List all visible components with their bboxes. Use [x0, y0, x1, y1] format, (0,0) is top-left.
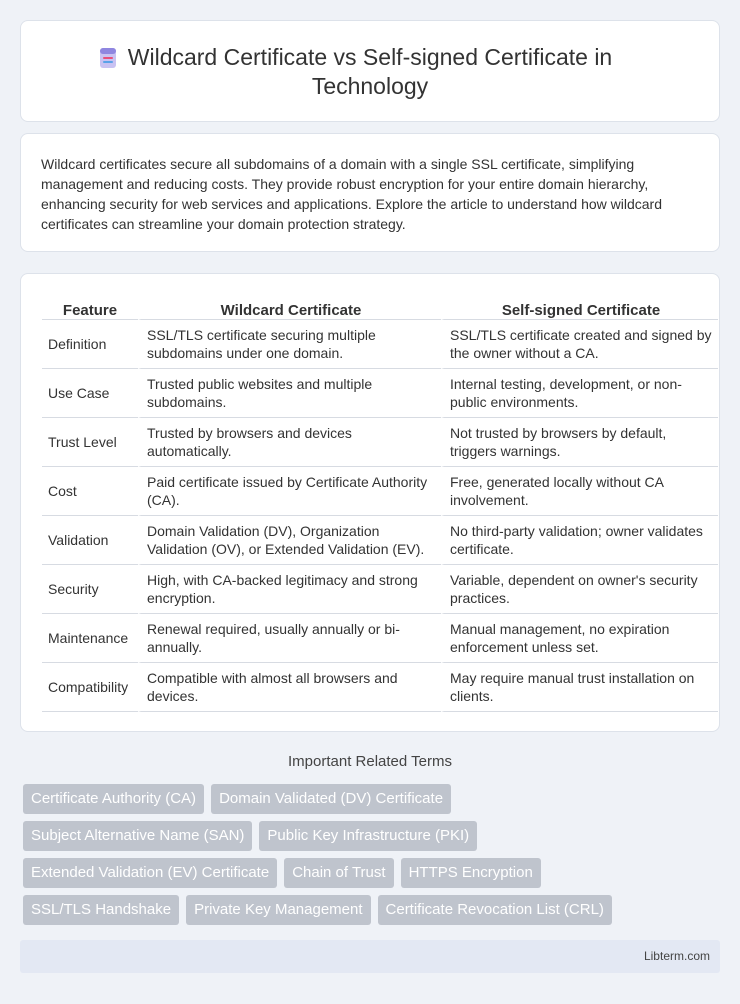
feature-cell: Compatibility	[42, 663, 138, 712]
related-term-tag[interactable]: SSL/TLS Handshake	[23, 895, 179, 925]
footer	[20, 940, 720, 973]
feature-cell: Definition	[42, 320, 138, 369]
feature-cell: Security	[42, 565, 138, 614]
header-card	[20, 20, 720, 122]
wildcard-cell: SSL/TLS certificate securing multiple subdomains under one domain.	[138, 320, 441, 369]
self-signed-cell: Variable, dependent on owner's security practices.	[441, 565, 718, 614]
self-signed-cell: Manual management, no expiration enforcement unless set.	[441, 614, 718, 663]
related-terms-heading: Important Related Terms	[288, 753, 452, 770]
self-signed-cell: No third-party validation; owner validates certificate.	[441, 516, 718, 565]
wildcard-cell: High, with CA-backed legitimacy and strong encryption.	[138, 565, 441, 614]
wildcard-cell: Paid certificate issued by Certificate Authority (CA).	[138, 467, 441, 516]
related-term-tag[interactable]: Private Key Management	[186, 895, 370, 925]
feature-cell: Cost	[42, 467, 138, 516]
related-term-tag[interactable]: Subject Alternative Name (SAN)	[23, 821, 252, 851]
table-row	[42, 418, 718, 467]
related-term-tag[interactable]: Chain of Trust	[284, 858, 393, 888]
footer-site-link[interactable]: Libterm.com	[643, 949, 710, 963]
wildcard-cell: Compatible with almost all browsers and devices.	[138, 663, 441, 712]
related-term-tag[interactable]: Certificate Revocation List (CRL)	[378, 895, 612, 925]
related-term-tag[interactable]: HTTPS Encryption	[401, 858, 541, 888]
comparison-card	[20, 273, 720, 732]
table-header-row	[42, 294, 718, 320]
comparison-table	[42, 294, 718, 712]
tag-row	[23, 821, 723, 851]
column-header-self-signed: Self-signed Certificate	[441, 294, 718, 320]
table-row	[42, 614, 718, 663]
table-row	[42, 663, 718, 712]
self-signed-cell: Internal testing, development, or non-public environments.	[441, 369, 718, 418]
wildcard-cell: Trusted public websites and multiple subdomains.	[138, 369, 441, 418]
related-term-tag[interactable]: Public Key Infrastructure (PKI)	[259, 821, 477, 851]
tag-row	[23, 858, 723, 888]
column-header-feature: Feature	[42, 294, 138, 320]
related-term-tag[interactable]: Domain Validated (DV) Certificate	[211, 784, 451, 814]
table-row	[42, 565, 718, 614]
self-signed-cell: SSL/TLS certificate created and signed by the owner without a CA.	[441, 320, 718, 369]
column-header-wildcard: Wildcard Certificate	[138, 294, 441, 320]
tag-row	[23, 784, 723, 814]
table-row	[42, 320, 718, 369]
feature-cell: Trust Level	[42, 418, 138, 467]
self-signed-cell: Not trusted by browsers by default, triggers warnings.	[441, 418, 718, 467]
intro-text: Wildcard certificates secure all subdomains of a domain with a single SSL certificate, simplifying management and reducing costs. They provide robust encryption for your entire domain hierarchy, enhancing security for web services and applications. Explore the article to understand how wildcard certificates can streamline your domain protection strategy.	[41, 156, 663, 232]
feature-cell: Use Case	[42, 369, 138, 418]
self-signed-cell: May require manual trust installation on clients.	[441, 663, 718, 712]
table-row	[42, 467, 718, 516]
feature-cell: Validation	[42, 516, 138, 565]
related-terms-list	[23, 784, 723, 932]
feature-cell: Maintenance	[42, 614, 138, 663]
related-term-tag[interactable]: Extended Validation (EV) Certificate	[23, 858, 277, 888]
wildcard-cell: Trusted by browsers and devices automatically.	[138, 418, 441, 467]
related-term-tag[interactable]: Certificate Authority (CA)	[23, 784, 204, 814]
intro-card	[20, 133, 720, 252]
page-title: Wildcard Certificate vs Self-signed Certificate in Technology	[127, 44, 613, 99]
table-row	[42, 516, 718, 565]
self-signed-cell: Free, generated locally without CA involvement.	[441, 467, 718, 516]
wildcard-cell: Renewal required, usually annually or bi-annually.	[138, 614, 441, 663]
table-row	[42, 369, 718, 418]
tag-row	[23, 895, 723, 925]
wildcard-cell: Domain Validation (DV), Organization Validation (OV), or Extended Validation (EV).	[138, 516, 441, 565]
